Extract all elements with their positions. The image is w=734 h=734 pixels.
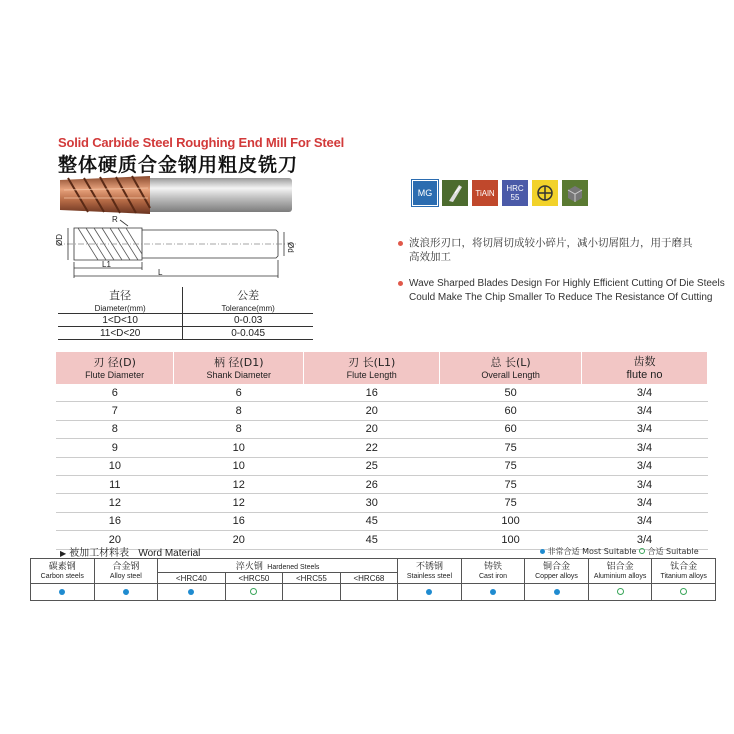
- material-en: Alloy steel: [109, 572, 142, 580]
- material-header: [398, 559, 462, 584]
- drawing-label-l1: L1: [102, 260, 111, 269]
- table-row: [58, 327, 313, 340]
- spec-cell: 8: [174, 420, 304, 438]
- spec-header-flute-diameter: [56, 352, 174, 384]
- spec-cell: 100: [440, 531, 582, 549]
- badge-hrc-value: 55: [510, 193, 520, 202]
- material-title-cn: 被加工材料表: [69, 548, 130, 559]
- material-en: Titanium alloys: [660, 572, 707, 580]
- material-header: [652, 559, 716, 584]
- most-suitable-icon: [554, 589, 560, 595]
- table-row: [56, 420, 708, 438]
- spec-cell: 7: [56, 402, 174, 420]
- tolerance-diameter: 1<D<10: [58, 314, 183, 327]
- technical-drawing: [46, 216, 314, 282]
- suitable-icon: [639, 548, 645, 554]
- header-en: Flute Length: [346, 369, 397, 380]
- tolerance-diameter: 11<D<20: [58, 327, 183, 340]
- spec-cell: 45: [304, 512, 440, 530]
- badge-mg: MG: [412, 180, 438, 206]
- header-cn: 刃 长(L1): [348, 355, 396, 369]
- material-en: Carbon steels: [40, 572, 84, 580]
- title-english: Solid Carbide Steel Roughing End Mill For Steel: [58, 135, 345, 150]
- spec-cell: 3/4: [582, 439, 708, 457]
- legend-suit: 合适 Suitable: [647, 547, 699, 556]
- material-mark-cell: [158, 584, 226, 601]
- table-row: [56, 439, 708, 457]
- material-cn: 不锈钢: [415, 561, 443, 572]
- end-mill-photo: [58, 168, 298, 220]
- spec-cell: 3/4: [582, 457, 708, 475]
- spec-cell: 20: [304, 420, 440, 438]
- spec-cell: 75: [440, 494, 582, 512]
- end-mill-icon: [445, 183, 465, 203]
- material-cn: 铜合金: [543, 561, 571, 572]
- material-cn: 铝合金: [606, 561, 634, 572]
- material-en: Cast iron: [478, 572, 507, 580]
- spec-header-flute-length: [304, 352, 440, 384]
- feature-en-line1: Wave Sharped Blades Design For Highly Efficient Cutting Of Die Steels: [409, 278, 725, 289]
- spec-cell: 10: [174, 457, 304, 475]
- badge-cube: [562, 180, 588, 206]
- bullet-dot: [398, 241, 403, 246]
- spec-cell: 3/4: [582, 531, 708, 549]
- most-suitable-icon: [490, 589, 496, 595]
- material-legend: [540, 546, 699, 557]
- triangle-icon: ▶: [60, 549, 67, 558]
- spec-header-row: [56, 352, 708, 384]
- tolerance-header-tolerance-en: Tolerance(mm): [183, 303, 313, 314]
- spec-cell: 12: [56, 494, 174, 512]
- title-chinese: 整体硬质合金钢用粗皮铣刀: [58, 154, 299, 176]
- bullet-dot: [398, 281, 403, 286]
- header-cn: 总 长(L): [490, 355, 531, 369]
- drawing-label-l: L: [158, 268, 163, 277]
- hardened-cn: 淬火钢: [235, 562, 263, 572]
- spec-cell: 20: [174, 531, 304, 549]
- material-mark-cell: [588, 584, 652, 601]
- feature-badges: [412, 180, 588, 206]
- material-hrc-label: <HRC50: [225, 573, 283, 584]
- spec-cell: 10: [174, 439, 304, 457]
- table-row: [56, 457, 708, 475]
- most-suitable-icon: [188, 589, 194, 595]
- legend-most: 非常合适 Most Suitable: [547, 547, 637, 556]
- material-cn: 铸铁: [483, 561, 502, 572]
- most-suitable-icon: [59, 589, 65, 595]
- feature-cn-line1: 波浪形刃口，将切屑切成较小碎片，减小切屑阻力，用于磨具: [409, 237, 693, 249]
- table-row: [56, 402, 708, 420]
- spec-cell: 3/4: [582, 494, 708, 512]
- material-hrc-label: <HRC55: [283, 573, 341, 584]
- tolerance-header-tolerance-cn: 公差: [237, 289, 260, 302]
- spec-cell: 60: [440, 420, 582, 438]
- spec-cell: 10: [56, 457, 174, 475]
- material-mark-cell: [283, 584, 341, 601]
- spec-cell: 3/4: [582, 420, 708, 438]
- material-en: Aluminium alloys: [593, 572, 647, 580]
- table-row: [56, 512, 708, 530]
- drawing-label-d1: Ød: [286, 242, 295, 253]
- spec-cell: 11: [56, 475, 174, 493]
- material-title-en: Word Material: [138, 548, 201, 559]
- material-mark-cell: [652, 584, 716, 601]
- spec-cell: 3/4: [582, 475, 708, 493]
- material-header-row: [31, 559, 716, 573]
- spec-cell: 50: [440, 384, 582, 402]
- material-header: [588, 559, 652, 584]
- suitable-icon: [680, 588, 687, 595]
- tolerance-value: 0-0.045: [183, 327, 313, 340]
- spec-cell: 30: [304, 494, 440, 512]
- material-mark-cell: [94, 584, 158, 601]
- header-en: Flute Diameter: [85, 369, 145, 380]
- spec-header-flute-no: [582, 352, 708, 384]
- tolerance-header-diameter-en: Diameter(mm): [58, 303, 183, 314]
- material-mark-cell: [225, 584, 283, 601]
- spec-cell: 6: [56, 384, 174, 402]
- header-en: Overall Length: [481, 369, 540, 380]
- badge-hrc: [502, 180, 528, 206]
- badge-tialn: TiAlN: [472, 180, 498, 206]
- workpiece-cube-icon: [565, 183, 585, 203]
- material-mark-cell: [31, 584, 95, 601]
- table-row: [56, 475, 708, 493]
- suitable-icon: [617, 588, 624, 595]
- tolerance-table: [58, 287, 313, 340]
- suitable-icon: [250, 588, 257, 595]
- spec-cell: 8: [56, 420, 174, 438]
- material-header: [525, 559, 589, 584]
- material-table: [30, 558, 716, 601]
- spec-cell: 60: [440, 402, 582, 420]
- tolerance-value: 0-0.03: [183, 314, 313, 327]
- feature-note-en: [398, 277, 728, 305]
- material-header: [31, 559, 95, 584]
- material-cn: 碳素钢: [48, 561, 76, 572]
- feature-cn-line2: 高效加工: [409, 251, 451, 263]
- material-mark-cell: [525, 584, 589, 601]
- spec-cell: 12: [174, 475, 304, 493]
- spec-cell: 12: [174, 494, 304, 512]
- spec-cell: 20: [304, 402, 440, 420]
- material-en: Stainless steel: [406, 572, 453, 580]
- material-header: [461, 559, 525, 584]
- spec-cell: 25: [304, 457, 440, 475]
- spec-header-shank-diameter: [174, 352, 304, 384]
- material-mark-cell: [461, 584, 525, 601]
- hardened-en: Hardened Steels: [267, 564, 320, 571]
- spec-table: [56, 352, 708, 550]
- material-marks-row: [31, 584, 716, 601]
- spec-cell: 75: [440, 457, 582, 475]
- most-suitable-icon: [540, 549, 545, 554]
- feature-en-line2: Could Make The Chip Smaller To Reduce The Resistance Of Cutting: [409, 292, 713, 303]
- table-row: [58, 314, 313, 327]
- flute-section-icon: [535, 183, 555, 203]
- feature-note-cn: [398, 236, 718, 264]
- most-suitable-icon: [426, 589, 432, 595]
- spec-cell: 45: [304, 531, 440, 549]
- material-mark-cell: [340, 584, 398, 601]
- table-row: [56, 494, 708, 512]
- spec-cell: 3/4: [582, 512, 708, 530]
- material-cn: 合金钢: [112, 561, 140, 572]
- badge-tool-icon: [442, 180, 468, 206]
- header-en: flute no: [626, 368, 663, 381]
- header-cn: 刃 径(D): [93, 355, 136, 369]
- spec-cell: 3/4: [582, 384, 708, 402]
- spec-cell: 16: [304, 384, 440, 402]
- material-en: Copper alloys: [535, 572, 578, 580]
- spec-cell: 75: [440, 439, 582, 457]
- tolerance-header-diameter-cn: 直径: [58, 287, 183, 303]
- spec-cell: 16: [56, 512, 174, 530]
- badge-cross-section: [532, 180, 558, 206]
- material-header: [94, 559, 158, 584]
- spec-cell: 100: [440, 512, 582, 530]
- material-mark-cell: [398, 584, 462, 601]
- spec-header-overall-length: [440, 352, 582, 384]
- table-row: [56, 384, 708, 402]
- spec-cell: 75: [440, 475, 582, 493]
- spec-table-body: [56, 384, 708, 549]
- spec-cell: 9: [56, 439, 174, 457]
- material-title: [60, 544, 200, 559]
- hardened-steels-header: [158, 559, 398, 573]
- spec-cell: 26: [304, 475, 440, 493]
- header-cn: 柄 径(D1): [213, 355, 264, 369]
- most-suitable-icon: [123, 589, 129, 595]
- spec-cell: 22: [304, 439, 440, 457]
- material-cn: 钛合金: [670, 561, 698, 572]
- drawing-label-r: R: [112, 216, 118, 224]
- header-cn: 齿数: [633, 354, 656, 368]
- spec-cell: 8: [174, 402, 304, 420]
- material-hrc-label: <HRC40: [158, 573, 226, 584]
- spec-cell: 6: [174, 384, 304, 402]
- drawing-label-d: ØD: [55, 234, 64, 246]
- spec-cell: 3/4: [582, 402, 708, 420]
- spec-cell: 16: [174, 512, 304, 530]
- badge-hrc-label: HRC: [506, 184, 524, 193]
- material-hrc-label: <HRC68: [340, 573, 398, 584]
- spec-cell: 20: [56, 531, 174, 549]
- header-en: Shank Diameter: [206, 369, 271, 380]
